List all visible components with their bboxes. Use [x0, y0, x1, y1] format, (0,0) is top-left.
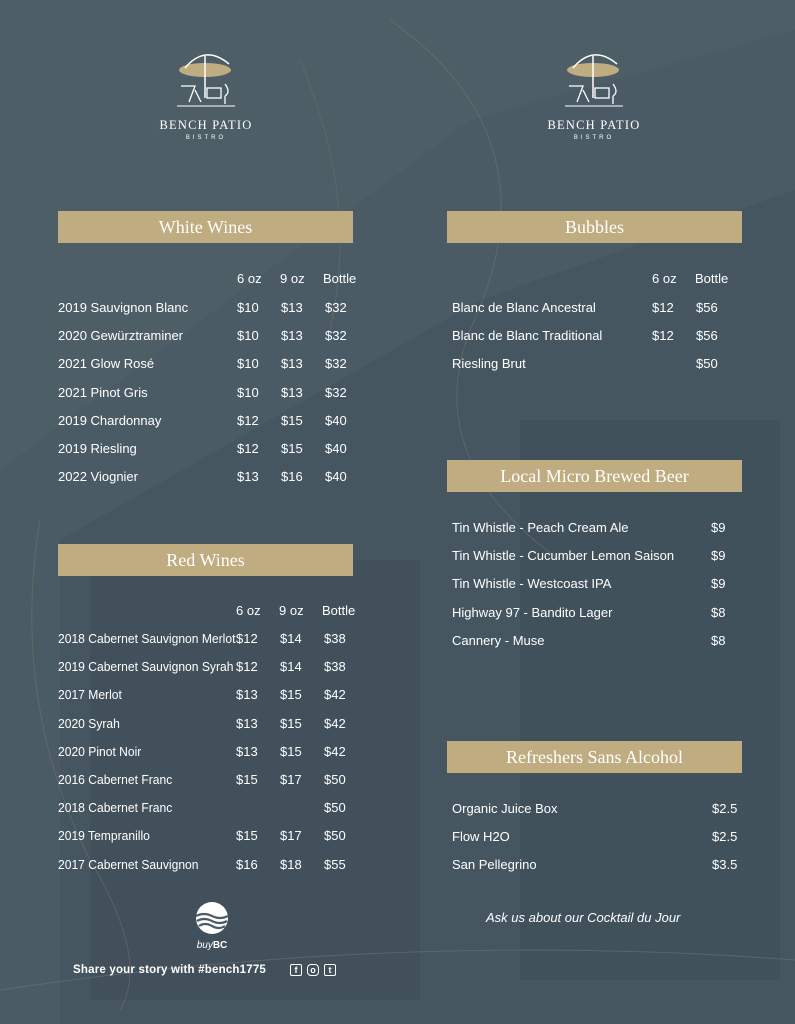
price-bottle: $42 [324, 743, 346, 759]
price-9oz: $13 [281, 300, 303, 315]
price-9oz: $15 [280, 687, 302, 703]
item-name: 2017 Cabernet Sauvignon [58, 856, 199, 872]
beer-title: Local Micro Brewed Beer [447, 460, 742, 492]
twitter-icon[interactable]: t [324, 964, 336, 976]
item-name: 2020 Pinot Noir [58, 743, 142, 759]
price-6oz: $13 [236, 687, 258, 703]
item-name: 2017 Merlot [58, 687, 122, 703]
price-9oz: $13 [281, 356, 303, 372]
price-bottle: $40 [325, 441, 347, 456]
item-name: 2016 Cabernet Franc [58, 772, 173, 787]
price-6oz: $10 [237, 384, 259, 400]
buybc-logo [190, 900, 234, 951]
col-header-bottle: Bottle [322, 603, 356, 618]
price-6oz: $13 [236, 715, 258, 731]
brand-sub: BISTRO [185, 135, 227, 141]
instagram-icon[interactable]: o [307, 964, 319, 976]
item-name: Tin Whistle - Cucumber Lemon Saison [452, 548, 675, 564]
price-6oz: $13 [237, 469, 259, 485]
price-6oz: $10 [237, 328, 259, 344]
item-name: 2019 Sauvignon Blanc [58, 300, 189, 315]
item-name: San Pellegrino [452, 857, 537, 873]
price: $9 [711, 576, 726, 592]
col-header-6oz: 6 oz [652, 271, 677, 286]
price-6oz: $12 [236, 631, 258, 646]
price-6oz: $12 [652, 300, 674, 315]
item-name: Organic Juice Box [452, 801, 558, 816]
price-9oz: $14 [280, 659, 302, 675]
price-bottle: $55 [324, 856, 346, 872]
buybc-suffix: BC [212, 940, 228, 951]
price-bottle: $56 [696, 328, 718, 344]
price: $9 [711, 520, 726, 535]
price-6oz: $12 [236, 659, 258, 675]
price-6oz: $12 [237, 412, 259, 428]
red-wines-title: Red Wines [58, 544, 353, 576]
price-bottle: $40 [325, 412, 347, 428]
brand-sub: BISTRO [573, 135, 615, 141]
cocktail-note: Ask us about our Cocktail du Jour [486, 910, 681, 925]
item-name: 2020 Syrah [58, 715, 120, 731]
item-name: 2019 Chardonnay [58, 412, 162, 428]
price-9oz: $18 [280, 856, 302, 872]
item-name: 2019 Tempranillo [58, 828, 150, 844]
price-bottle: $56 [696, 300, 718, 315]
item-name: Cannery - Muse [452, 632, 545, 648]
price-bottle: $32 [325, 356, 347, 372]
price-9oz: $15 [281, 412, 303, 428]
price-bottle: $42 [324, 687, 346, 703]
patio-umbrella-icon [171, 50, 241, 112]
price-6oz: $16 [236, 856, 258, 872]
item-name: Tin Whistle - Westcoast IPA [452, 576, 612, 592]
price-bottle: $32 [325, 384, 347, 400]
price-bottle: $32 [325, 328, 347, 344]
item-name: 2018 Cabernet Sauvignon Merlot [58, 631, 236, 646]
price-9oz: $15 [281, 441, 303, 456]
price-9oz: $16 [281, 469, 303, 485]
buybc-sun-icon [194, 900, 230, 934]
col-header-bottle: Bottle [695, 271, 729, 286]
col-header-6oz: 6 oz [236, 603, 261, 618]
patio-umbrella-icon [559, 50, 629, 112]
item-name: 2022 Viognier [58, 469, 138, 485]
price-6oz: $10 [237, 300, 259, 315]
refreshers-title: Refreshers Sans Alcohol [447, 741, 742, 773]
price-6oz: $13 [236, 743, 258, 759]
col-header-9oz: 9 oz [279, 603, 304, 618]
price-bottle: $42 [324, 715, 346, 731]
price-bottle: $38 [324, 659, 346, 675]
social-icons [290, 964, 341, 982]
price-bottle: $50 [696, 356, 718, 372]
col-header-6oz: 6 oz [237, 271, 262, 286]
price-9oz: $14 [280, 631, 302, 646]
price-6oz: $15 [236, 772, 258, 787]
buybc-prefix: buy [196, 940, 213, 951]
item-name: Flow H2O [452, 829, 510, 845]
buybc-text [190, 940, 234, 951]
price: $2.5 [712, 801, 738, 816]
price-9oz: $15 [280, 743, 302, 759]
price-6oz: $15 [236, 828, 258, 844]
brand-name: BENCH PATIO [547, 118, 641, 132]
price-bottle: $32 [325, 300, 347, 315]
item-name: 2018 Cabernet Franc [58, 800, 173, 816]
col-header-bottle: Bottle [323, 271, 357, 286]
logo-left [136, 50, 276, 141]
price-9oz: $13 [281, 328, 303, 344]
item-name: 2021 Glow Rosé [58, 356, 155, 372]
share-text: Share your story with #bench1775 [73, 964, 267, 976]
price-6oz: $12 [237, 441, 259, 456]
price: $8 [711, 632, 726, 648]
price: $9 [711, 548, 726, 564]
price-bottle: $38 [324, 631, 346, 646]
col-header-9oz: 9 oz [280, 271, 305, 286]
price: $8 [711, 604, 726, 620]
price: $3.5 [712, 857, 738, 873]
price-bottle: $50 [324, 772, 346, 787]
item-name: Highway 97 - Bandito Lager [452, 604, 613, 620]
price-bottle: $40 [325, 469, 347, 485]
item-name: 2019 Riesling [58, 441, 137, 456]
price-6oz: $12 [652, 328, 674, 344]
item-name: Riesling Brut [452, 356, 526, 372]
price-bottle: $50 [324, 800, 346, 816]
item-name: Tin Whistle - Peach Cream Ale [452, 520, 629, 535]
bubbles-title: Bubbles [447, 211, 742, 243]
price: $2.5 [712, 829, 738, 845]
price-9oz: $17 [280, 828, 302, 844]
price-9oz: $15 [280, 715, 302, 731]
item-name: 2019 Cabernet Sauvignon Syrah [58, 659, 234, 675]
item-name: Blanc de Blanc Ancestral [452, 300, 596, 315]
item-name: 2020 Gewürztraminer [58, 328, 183, 344]
price-9oz: $17 [280, 772, 302, 787]
white-wines-title: White Wines [58, 211, 353, 243]
item-name: 2021 Pinot Gris [58, 384, 148, 400]
item-name: Blanc de Blanc Traditional [452, 328, 603, 344]
logo-right [524, 50, 664, 141]
price-bottle: $50 [324, 828, 346, 844]
brand-name: BENCH PATIO [159, 118, 253, 132]
facebook-icon[interactable]: f [290, 964, 302, 976]
price-6oz: $10 [237, 356, 259, 372]
price-9oz: $13 [281, 384, 303, 400]
